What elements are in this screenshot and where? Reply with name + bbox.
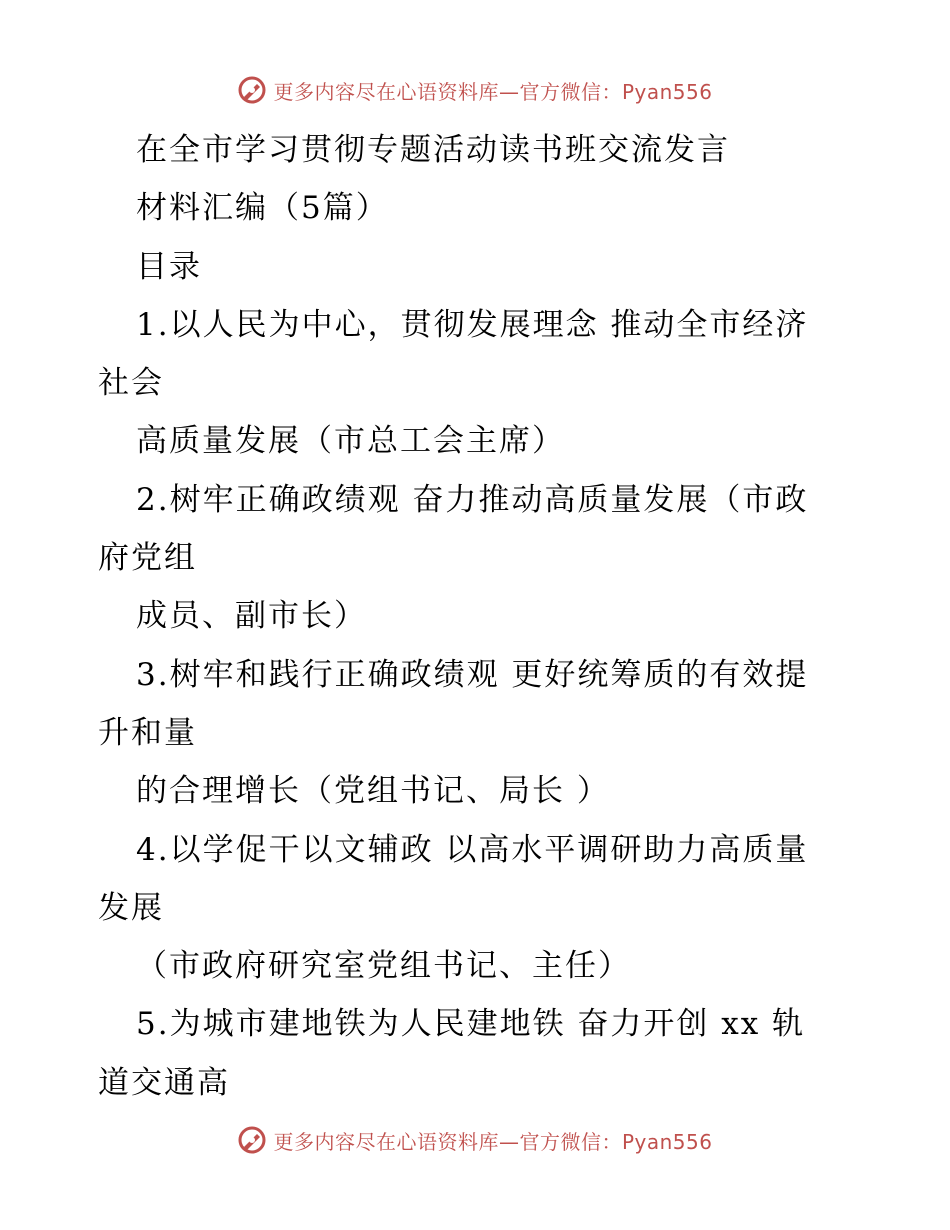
header-watermark [0,70,950,110]
footer-watermark [0,1120,950,1160]
text-line: 材料汇编（5篇） [136,190,389,227]
text-line: 府党组 [98,540,197,577]
text-line: 的合理增长（党组书记、局长 ） [136,773,610,810]
text-line: 发展 [98,889,164,926]
watermark-text: 更多内容尽在心语资料库—官方微信：Pyan556 [273,1129,713,1154]
text-line: 1.以人民为中心，贯彻发展理念 推动全市经济 [136,306,809,343]
text-line: 目录 [136,248,202,285]
text-line: 4.以学促干以文辅政 以高水平调研助力高质量 [136,831,809,868]
document-body [98,121,838,1112]
text-line: 社会 [98,365,164,402]
text-line: 在全市学习贯彻专题活动读书班交流发言 [136,132,730,168]
text-line: 3.树牢和践行正确政绩观 更好统筹质的有效提 [136,656,809,693]
pen-logo-icon [237,75,267,105]
text-line: 道交通高 [98,1064,230,1101]
text-line: 成员、副市长） [136,598,367,635]
pen-logo-icon [237,1125,267,1155]
text-line: 2.树牢正确政绩观 奋力推动高质量发展（市政 [136,481,809,518]
text-line: 升和量 [98,714,197,751]
text-line: 5.为城市建地铁为人民建地铁 奋力开创 xx 轨 [136,1006,806,1043]
text-line: （市政府研究室党组书记、主任） [136,948,631,985]
watermark-text: 更多内容尽在心语资料库—官方微信：Pyan556 [273,79,713,104]
text-line: 高质量发展（市总工会主席） [136,423,565,460]
